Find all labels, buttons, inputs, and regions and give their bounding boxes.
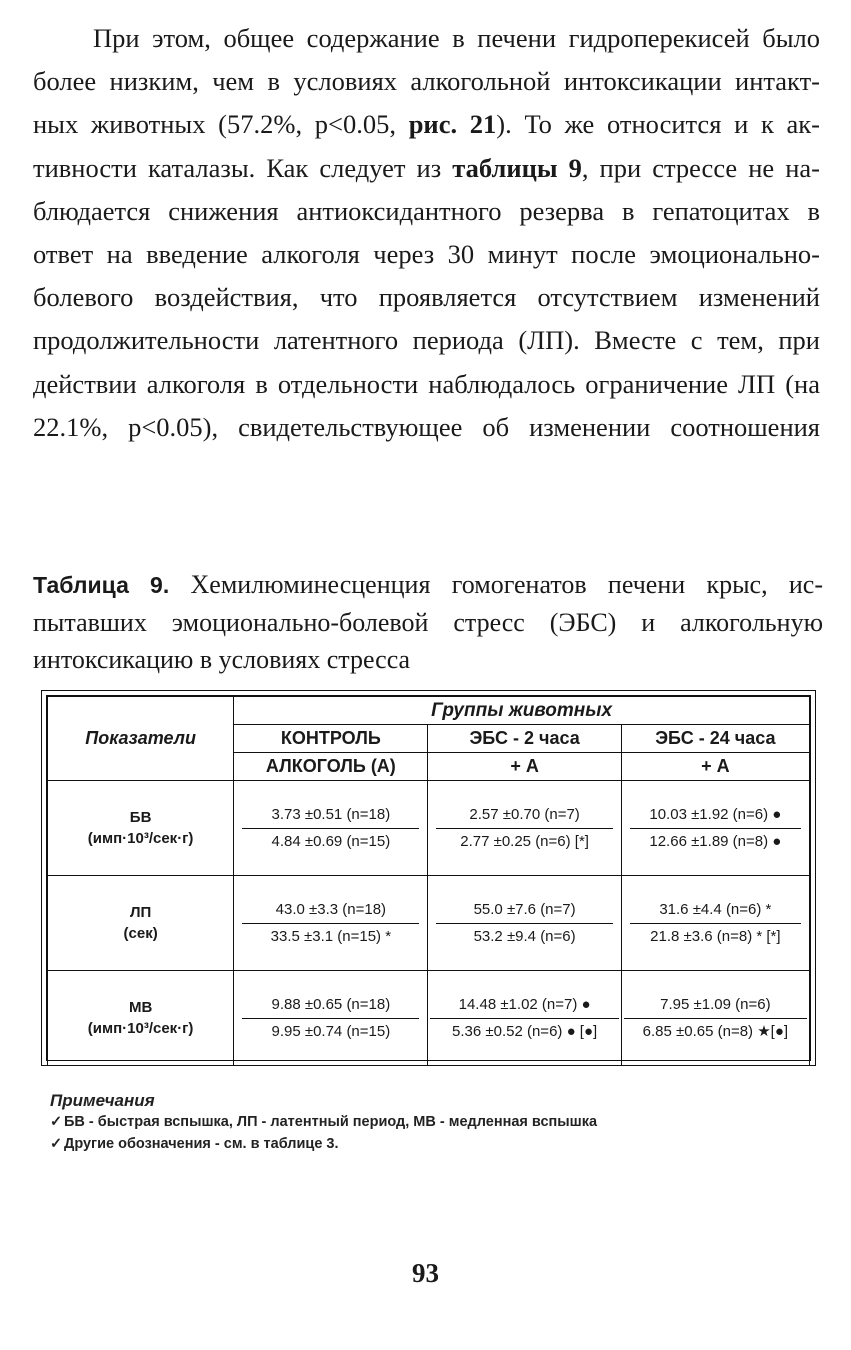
- table-caption: Таблица 9. Хемилюминесценция гомогенатов печени крыс, ис- пытавших эмоционально-болевой стресс (ЭБС) и алкогольную интоксикацию в условиях стресса: [33, 570, 823, 674]
- body-line: продолжительности латентного периода (ЛП). Вместе с тем, при: [33, 325, 820, 356]
- table-cell: 10.03 ±1.92 (n=6) ● 12.66 ±1.89 (n=8) ●: [621, 781, 809, 876]
- table-label: Таблица 9.: [33, 572, 170, 598]
- row-label: ЛП (сек): [48, 876, 234, 971]
- notes-section: [50, 1091, 597, 1155]
- row-label: БВ (имп·10³/сек·г): [48, 781, 234, 876]
- body-line: тивности каталазы. Как следует из таблицы 9, при стрессе не на-: [33, 152, 820, 183]
- body-line: более низким, чем в условиях алкогольной интоксикации интакт-: [33, 66, 820, 97]
- body-line: При этом, общее содержание в печени гидроперекисей было: [93, 23, 820, 53]
- table-cell: 43.0 ±3.3 (n=18) 33.5 ±3.1 (n=15) *: [234, 876, 428, 971]
- column-header: ЭБС - 24 часа: [621, 725, 809, 753]
- body-paragraph: [33, 17, 820, 449]
- table-reference: таблицы 9: [452, 152, 582, 183]
- check-icon: ✓: [50, 1136, 63, 1152]
- table-row: [48, 971, 810, 1066]
- column-subheader: + А: [621, 753, 809, 781]
- data-table-frame: [41, 690, 816, 1066]
- body-line: ответ на введение алкоголя через 30 минут после эмоционально-: [33, 239, 820, 270]
- note-item: ✓ БВ - быстрая вспышка, ЛП - латентный период, МВ - медленная вспышка: [50, 1111, 597, 1133]
- note-item: ✓ Другие обозначения - см. в таблице 3.: [50, 1133, 597, 1155]
- table-cell: 3.73 ±0.51 (n=18) 4.84 ±0.69 (n=15): [234, 781, 428, 876]
- body-line: 22.1%, p<0.05), свидетельствующее об изменении соотношения: [33, 411, 820, 442]
- body-line: действии алкоголя в отдельности наблюдалось ограничение ЛП (на: [33, 368, 820, 399]
- table-row: [48, 876, 810, 971]
- table-cell: 9.88 ±0.65 (n=18) 9.95 ±0.74 (n=15): [234, 971, 428, 1066]
- body-line: ных животных (57.2%, p<0.05, рис. 21). То же относится и к ак-: [33, 109, 821, 140]
- body-line: болевого воздействия, что проявляется отсутствием изменений: [33, 282, 820, 313]
- table-cell: 31.6 ±4.4 (n=6) * 21.8 ±3.6 (n=8) * [*]: [621, 876, 809, 971]
- column-header: КОНТРОЛЬ: [234, 725, 428, 753]
- column-subheader: АЛКОГОЛЬ (А): [234, 753, 428, 781]
- table-cell: 55.0 ±7.6 (n=7) 53.2 ±9.4 (n=6): [428, 876, 621, 971]
- notes-title: Примечания: [50, 1091, 155, 1110]
- body-line: блюдается снижения антиоксидантного резерва в гепатоцитах в: [33, 195, 820, 226]
- group-header: Группы животных: [234, 697, 810, 725]
- data-table: [47, 696, 810, 1066]
- row-label: МВ (имп·10³/сек·г): [48, 971, 234, 1066]
- table-cell: 7.95 ±1.09 (n=6) 6.85 ±0.65 (n=8) ★[●]: [621, 971, 809, 1066]
- table-row: [48, 781, 810, 876]
- param-header: Показатели: [48, 697, 234, 781]
- column-subheader: + А: [428, 753, 621, 781]
- column-header: ЭБС - 2 часа: [428, 725, 621, 753]
- figure-reference: рис. 21: [408, 109, 497, 140]
- check-icon: ✓: [50, 1114, 63, 1130]
- table-cell: 2.57 ±0.70 (n=7) 2.77 ±0.25 (n=6) [*]: [428, 781, 621, 876]
- page-number: 93: [412, 1258, 439, 1288]
- table-cell: 14.48 ±1.02 (n=7) ● 5.36 ±0.52 (n=6) ● [●]: [428, 971, 621, 1066]
